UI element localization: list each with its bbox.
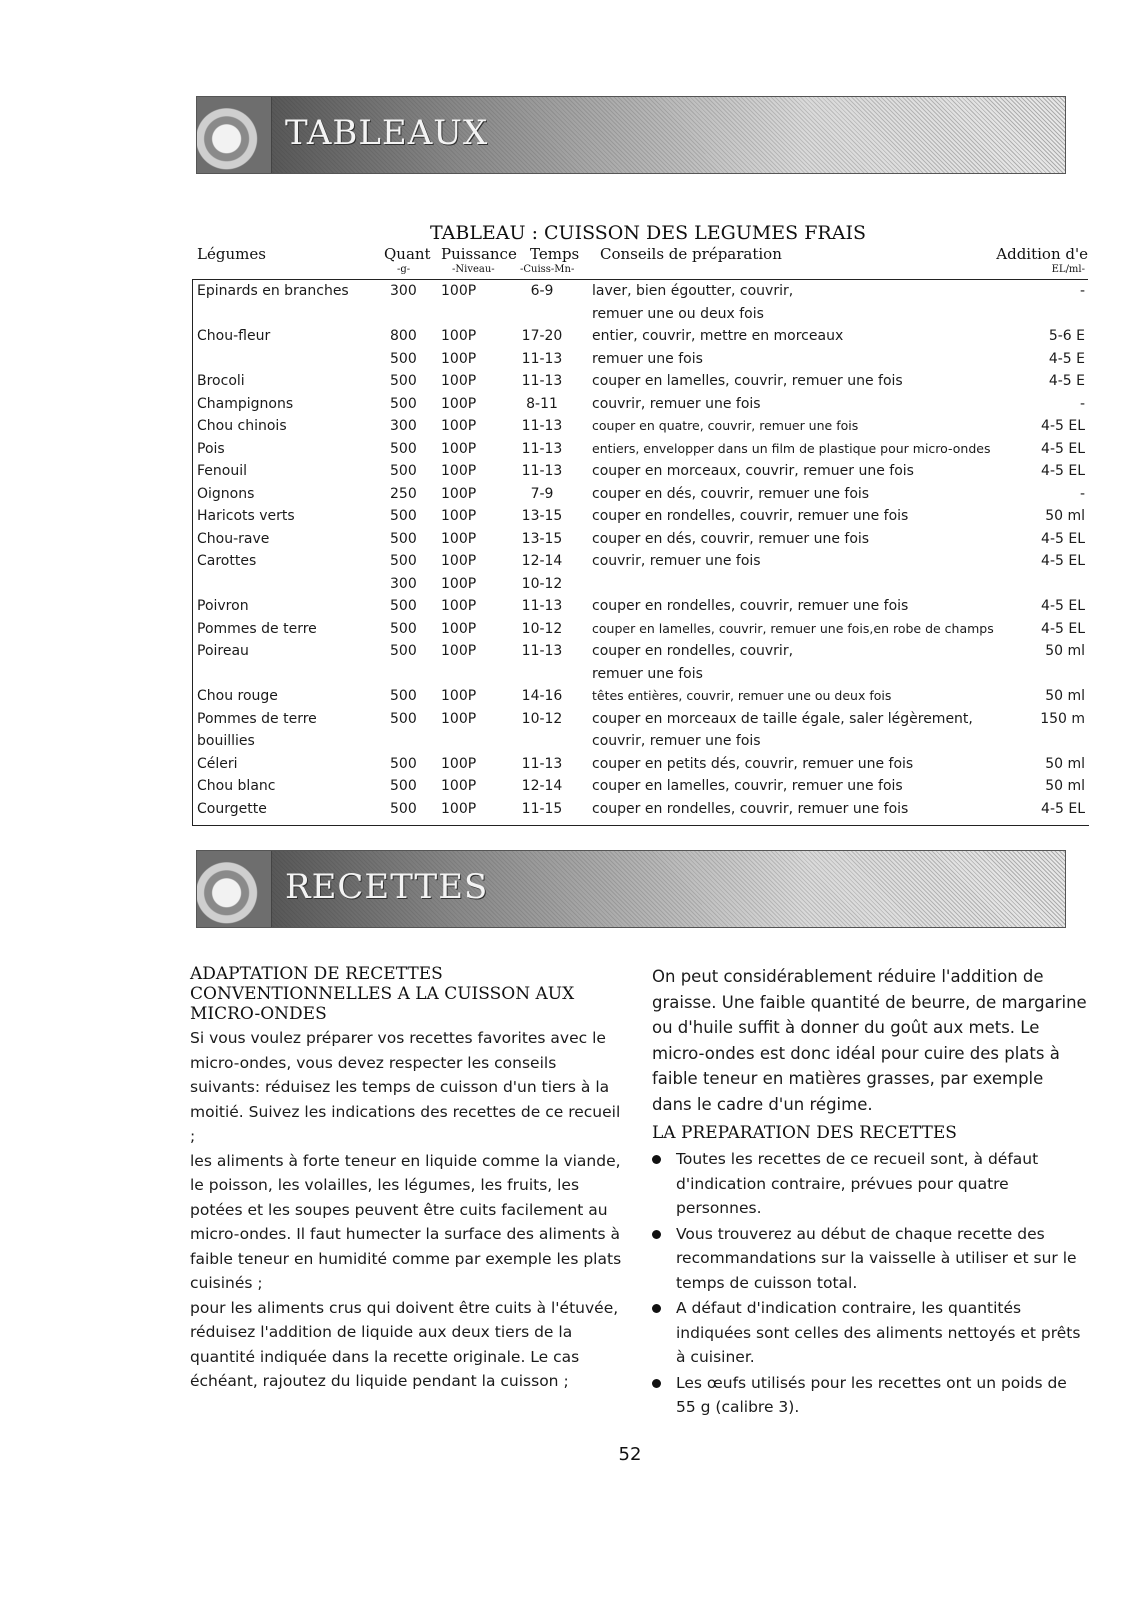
cell-addition: 50 ml	[1045, 688, 1085, 704]
cell-addition: 50 ml	[1045, 508, 1085, 524]
table-row	[0, 575, 1125, 598]
cell-power: 100P	[441, 530, 477, 547]
cell-tip: couvrir, remuer une fois	[592, 733, 761, 749]
left-paragraph-1: Si vous voulez préparer vos recettes favorites avec le micro-ondes, vous devez respecter les conseils suivants: réduisez les temps de cuisson d'un tiers à la moitié. Suivez les indications des recettes de ce recueil ;	[190, 1029, 621, 1145]
cell-addition: 4-5 E	[1048, 350, 1085, 367]
col-unit-power: -Niveau-	[452, 264, 495, 275]
cell-power: 100P	[441, 328, 477, 344]
cell-vegetable: Pommes de terre	[197, 620, 317, 637]
cell-vegetable: Poireau	[197, 643, 249, 659]
col-header-time: Temps	[530, 245, 580, 263]
adaptation-heading: ADAPTATION DE RECETTES CONVENTIONNELLES A LA CUISSON AUX MICRO-ONDES	[190, 964, 575, 1024]
table-row	[0, 597, 1125, 620]
cell-power: 100P	[441, 755, 477, 772]
cell-time: 11-13	[521, 440, 563, 457]
table-row	[0, 777, 1125, 800]
cell-tip: couper en quatre, couvrir, remuer une fois	[592, 418, 859, 433]
cell-vegetable: Chou blanc	[197, 778, 276, 794]
cell-power: 100P	[441, 688, 477, 704]
cell-quantity: 500	[390, 755, 417, 772]
table-row	[0, 462, 1125, 485]
cell-vegetable: Chou-fleur	[197, 328, 271, 344]
col-header-add: Addition d'e	[996, 245, 1088, 263]
table-row	[0, 552, 1125, 575]
cell-power: 100P	[441, 643, 477, 659]
preparation-list	[652, 1147, 1088, 1420]
cell-time: 11-13	[521, 755, 563, 772]
cell-vegetable: Céleri	[197, 755, 238, 772]
cell-tip: couper en dés, couvrir, remuer une fois	[592, 485, 870, 502]
list-item: Vous trouverez au début de chaque recette des recommandations sur la vaisselle à utiliser et sur le temps de cuisson total.	[652, 1222, 1088, 1296]
dish-photo	[197, 851, 272, 927]
table-row	[0, 485, 1125, 508]
cell-tip: couper en rondelles, couvrir, remuer une fois	[592, 598, 909, 614]
cell-tip: couvrir, remuer une fois	[592, 395, 761, 412]
cell-vegetable: bouillies	[197, 733, 255, 749]
cell-vegetable: Chou chinois	[197, 418, 287, 434]
cell-vegetable: Pois	[197, 440, 225, 457]
cell-quantity: 500	[390, 553, 417, 569]
cell-tip: couper en lamelles, couvrir, remuer une fois	[592, 373, 903, 389]
cell-addition: 50 ml	[1045, 778, 1085, 794]
table-row	[0, 282, 1125, 305]
cell-addition: 4-5 E	[1048, 373, 1085, 389]
table-row	[0, 440, 1125, 463]
right-paragraph: On peut considérablement réduire l'addition de graisse. Une faible quantité de beurre, de margarine ou d'huile suffit à donner du goût aux mets. Le micro-ondes est donc idéal pour cuire des plats à faible teneur en matières grasses, par exemple dans le cadre d'un régime.	[652, 967, 1087, 1114]
cell-power: 100P	[441, 395, 477, 412]
table-row	[0, 305, 1125, 328]
right-column	[652, 964, 1088, 1421]
cell-addition: -	[1079, 485, 1085, 502]
cell-tip: couvrir, remuer une fois	[592, 553, 761, 569]
table-body	[0, 282, 1125, 822]
left-paragraph-3: pour les aliments crus qui doivent être cuits à l'étuvée, réduisez l'addition de liquide aux deux tiers de la quantité indiquée dans la recette originale. Le cas échéant, rajoutez du liquide pendant la cuisson ;	[190, 1298, 619, 1390]
cell-vegetable: Epinards en branches	[197, 283, 349, 299]
list-item: Les œufs utilisés pour les recettes ont un poids de 55 g (calibre 3).	[652, 1371, 1088, 1420]
table-row	[0, 755, 1125, 778]
cell-vegetable: Courgette	[197, 800, 267, 817]
cell-power: 100P	[441, 485, 477, 502]
cell-quantity: 250	[390, 485, 417, 502]
cell-time: 11-13	[521, 418, 563, 434]
preparation-heading: LA PREPARATION DES RECETTES	[652, 1123, 957, 1143]
cell-tip: remuer une fois	[592, 665, 703, 682]
cell-vegetable: Oignons	[197, 485, 255, 502]
cell-time: 12-14	[521, 778, 563, 794]
cell-addition: 4-5 EL	[1041, 440, 1085, 457]
cell-addition: 4-5 EL	[1041, 530, 1085, 547]
table-row	[0, 710, 1125, 733]
cell-power: 100P	[441, 508, 477, 524]
left-paragraph-2: les aliments à forte teneur en liquide comme la viande, le poisson, les volailles, les légumes, les fruits, les potées et les soupes peuvent être cuits facilement au micro-ondes. Il faut humecter la surface des aliments à faible teneur en humidité comme par exemple les plats cuisinés ;	[190, 1151, 622, 1292]
table-row	[0, 395, 1125, 418]
cell-addition: 50 ml	[1045, 755, 1085, 772]
cell-quantity: 300	[390, 575, 417, 592]
cell-quantity: 500	[390, 778, 417, 794]
cell-power: 100P	[441, 710, 477, 727]
cell-addition: 4-5 EL	[1041, 598, 1085, 614]
cell-addition: 4-5 EL	[1041, 800, 1085, 817]
cell-time: 11-15	[521, 800, 563, 817]
col-header-qty: Quant	[384, 245, 431, 263]
cell-time: 10-12	[521, 620, 563, 637]
cell-tip: laver, bien égoutter, couvrir,	[592, 283, 794, 299]
cell-time: 17-20	[521, 328, 563, 344]
recettes-banner	[196, 850, 1066, 928]
cell-time: 7-9	[530, 485, 554, 502]
cell-vegetable: Champignons	[197, 395, 294, 412]
cell-quantity: 500	[390, 530, 417, 547]
cell-power: 100P	[441, 350, 477, 367]
cell-vegetable: Fenouil	[197, 463, 247, 479]
table-row	[0, 732, 1125, 755]
col-unit-add: EL/ml-	[1051, 264, 1085, 275]
table-row	[0, 372, 1125, 395]
cell-power: 100P	[441, 575, 477, 592]
cell-time: 11-13	[521, 350, 563, 367]
cell-quantity: 800	[390, 328, 417, 344]
cell-quantity: 500	[390, 598, 417, 614]
cell-quantity: 500	[390, 710, 417, 727]
cell-vegetable: Brocoli	[197, 373, 245, 389]
cell-vegetable: Haricots verts	[197, 508, 295, 524]
cell-addition: 4-5 EL	[1041, 553, 1085, 569]
cell-quantity: 500	[390, 463, 417, 479]
table-row	[0, 530, 1125, 553]
bullet-icon	[652, 1304, 661, 1313]
cell-quantity: 300	[390, 283, 417, 299]
cell-power: 100P	[441, 620, 477, 637]
col-unit-qty: -g-	[397, 264, 411, 275]
cell-time: 10-12	[521, 710, 563, 727]
cell-tip: remuer une ou deux fois	[592, 305, 764, 322]
cell-tip: couper en lamelles, couvrir, remuer une fois	[592, 778, 903, 794]
cell-quantity: 500	[390, 643, 417, 659]
cell-time: 8-11	[526, 395, 558, 412]
table-row	[0, 327, 1125, 350]
cell-time: 14-16	[521, 688, 563, 704]
cell-time: 11-13	[521, 463, 563, 479]
table-row	[0, 350, 1125, 373]
cell-quantity: 500	[390, 440, 417, 457]
col-unit-time: -Cuiss-Mn-	[520, 264, 575, 275]
cell-addition: 4-5 EL	[1041, 418, 1085, 434]
tableaux-banner-title: TABLEAUX	[285, 113, 489, 153]
tableaux-banner	[196, 96, 1066, 174]
table-row	[0, 642, 1125, 665]
cell-quantity: 500	[390, 620, 417, 637]
cell-power: 100P	[441, 440, 477, 457]
cell-tip: couper en rondelles, couvrir, remuer une fois	[592, 800, 909, 817]
table-row	[0, 665, 1125, 688]
cell-quantity: 500	[390, 373, 417, 389]
cell-tip: couper en lamelles, couvrir, remuer une fois,en robe de champs	[592, 620, 994, 636]
recettes-banner-title: RECETTES	[285, 867, 489, 907]
cell-addition: 5-6 E	[1048, 328, 1085, 344]
cell-time: 12-14	[521, 553, 563, 569]
cell-tip: entiers, envelopper dans un film de plastique pour micro-ondes	[592, 440, 991, 456]
cell-vegetable: Poivron	[197, 598, 249, 614]
table-row	[0, 687, 1125, 710]
cell-addition: -	[1079, 395, 1085, 412]
cell-tip: remuer une fois	[592, 350, 703, 367]
cell-quantity: 500	[390, 688, 417, 704]
cell-vegetable: Carottes	[197, 553, 257, 569]
cell-tip: entier, couvrir, mettre en morceaux	[592, 328, 844, 344]
vegetables-photo	[197, 97, 272, 173]
bullet-icon	[652, 1379, 661, 1388]
cell-quantity: 500	[390, 350, 417, 367]
cell-tip: couper en petits dés, couvrir, remuer une fois	[592, 755, 914, 772]
cell-quantity: 500	[390, 800, 417, 817]
cell-addition: 150 m	[1040, 710, 1085, 727]
list-item: A défaut d'indication contraire, les quantités indiquées sont celles des aliments nettoyés et prêts à cuisiner.	[652, 1296, 1088, 1370]
cell-addition: -	[1079, 283, 1085, 299]
cell-tip: couper en morceaux de taille égale, saler légèrement,	[592, 710, 973, 727]
table-title: TABLEAU : CUISSON DES LEGUMES FRAIS	[430, 222, 866, 244]
cell-addition: 4-5 EL	[1041, 463, 1085, 479]
cell-tip: couper en morceaux, couvrir, remuer une fois	[592, 463, 914, 479]
cell-power: 100P	[441, 418, 477, 434]
cell-addition: 4-5 EL	[1041, 620, 1085, 637]
list-item: Toutes les recettes de ce recueil sont, à défaut d'indication contraire, prévues pour quatre personnes.	[652, 1147, 1088, 1221]
cell-tip: couper en rondelles, couvrir, remuer une fois	[592, 508, 909, 524]
left-column	[190, 964, 630, 1394]
cell-power: 100P	[441, 553, 477, 569]
cell-tip: couper en rondelles, couvrir,	[592, 643, 794, 659]
table-row	[0, 417, 1125, 440]
cell-power: 100P	[441, 373, 477, 389]
cell-power: 100P	[441, 800, 477, 817]
cell-vegetable: Chou-rave	[197, 530, 270, 547]
cell-power: 100P	[441, 463, 477, 479]
cell-time: 11-13	[521, 598, 563, 614]
cell-power: 100P	[441, 283, 477, 299]
col-header-power: Puissance	[441, 245, 517, 263]
cell-quantity: 500	[390, 395, 417, 412]
col-header-tips: Conseils de préparation	[600, 245, 782, 263]
cell-power: 100P	[441, 598, 477, 614]
table-row	[0, 620, 1125, 643]
bullet-icon	[652, 1155, 661, 1164]
cell-time: 11-13	[521, 643, 563, 659]
cell-time: 10-12	[521, 575, 563, 592]
cell-time: 13-15	[521, 530, 563, 547]
table-row	[0, 800, 1125, 823]
table-row	[0, 507, 1125, 530]
bullet-icon	[652, 1230, 661, 1239]
page-number: 52	[618, 1444, 642, 1465]
cell-time: 11-13	[521, 373, 563, 389]
cell-vegetable: Pommes de terre	[197, 710, 317, 727]
cell-time: 13-15	[521, 508, 563, 524]
cell-tip: couper en dés, couvrir, remuer une fois	[592, 530, 870, 547]
col-header-name: Légumes	[197, 245, 266, 263]
cell-addition: 50 ml	[1045, 643, 1085, 659]
cell-time: 6-9	[530, 283, 554, 299]
cell-quantity: 300	[390, 418, 417, 434]
cell-power: 100P	[441, 778, 477, 794]
cell-tip: têtes entières, couvrir, remuer une ou deux fois	[592, 688, 892, 703]
cell-vegetable: Chou rouge	[197, 688, 278, 704]
cell-quantity: 500	[390, 508, 417, 524]
